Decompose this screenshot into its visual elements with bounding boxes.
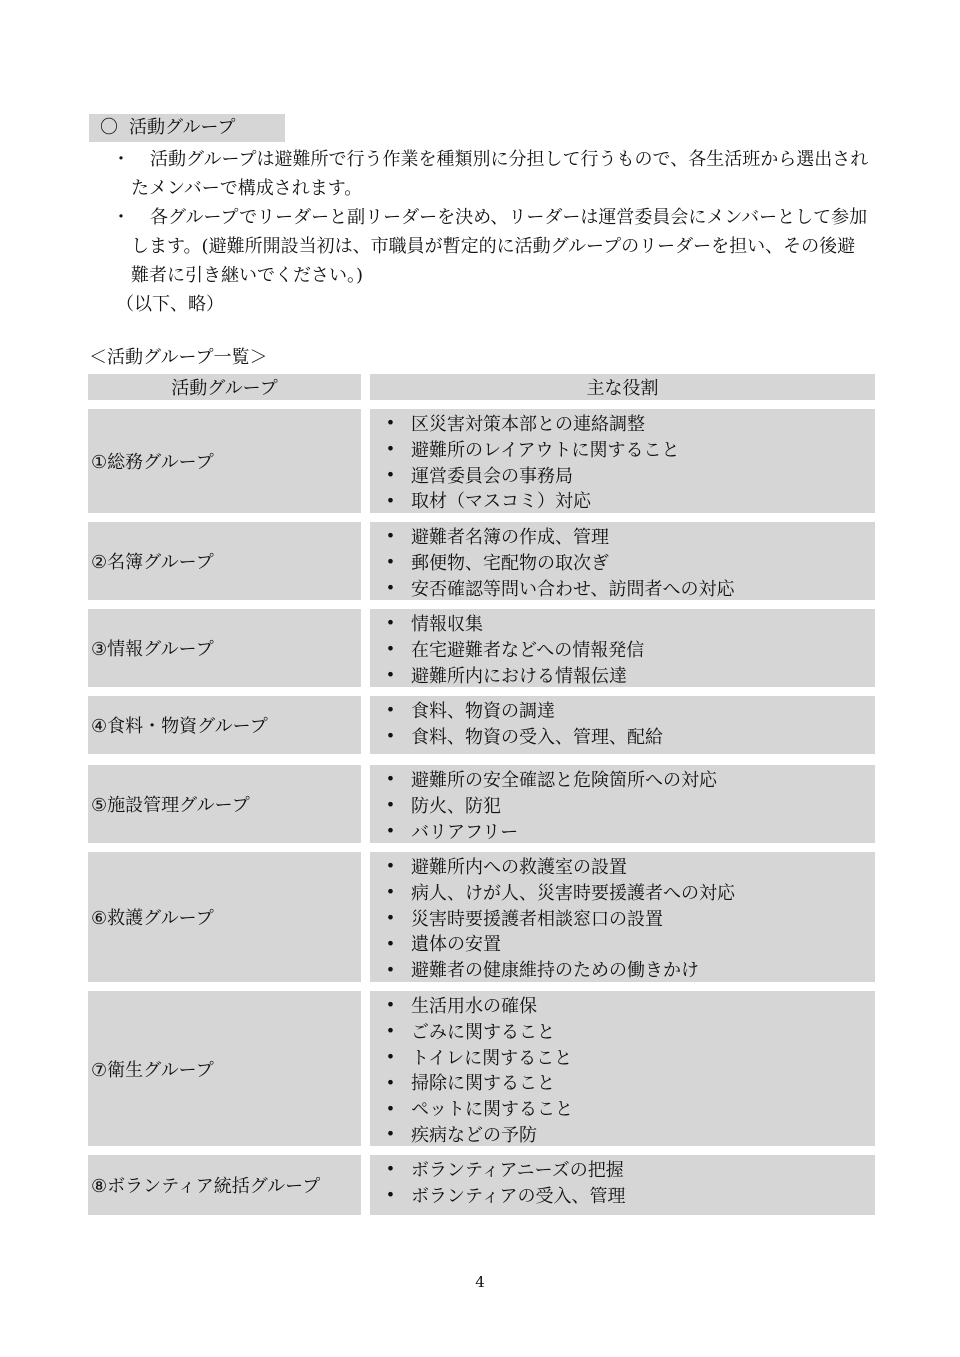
role-text: 生活用水の確保 bbox=[411, 995, 537, 1017]
role-text: ボランティアの受入、管理 bbox=[411, 1185, 626, 1207]
role-bullet: • bbox=[385, 490, 396, 510]
role-item bbox=[370, 662, 875, 688]
role-bullet: • bbox=[385, 1185, 396, 1205]
role-bullet: • bbox=[385, 995, 396, 1015]
role-item bbox=[370, 1095, 875, 1121]
role-item bbox=[370, 410, 875, 436]
role-bullet: • bbox=[385, 413, 396, 433]
role-bullet: • bbox=[385, 526, 396, 546]
role-text: 防火、防犯 bbox=[411, 795, 501, 817]
role-item bbox=[370, 462, 875, 488]
role-bullet: • bbox=[385, 700, 396, 720]
paragraph-bullet: ・ bbox=[112, 207, 130, 228]
group-name-cell: ⑦衛生グループ bbox=[88, 991, 361, 1146]
role-text: ごみに関すること bbox=[411, 1021, 555, 1043]
role-text: 取材（マスコミ）対応 bbox=[411, 491, 591, 513]
role-text: 掃除に関すること bbox=[411, 1073, 555, 1095]
role-item bbox=[370, 818, 875, 844]
role-bullet: • bbox=[385, 1098, 396, 1118]
group-name-cell: ⑥救護グループ bbox=[88, 852, 361, 982]
role-text: 食料、物資の調達 bbox=[411, 700, 555, 722]
page-number: 4 bbox=[475, 1273, 485, 1291]
role-text: 郵便物、宅配物の取次ぎ bbox=[411, 552, 609, 574]
role-text: 疾病などの予防 bbox=[411, 1124, 537, 1146]
role-bullet: • bbox=[385, 907, 396, 927]
role-text: トイレに関すること bbox=[411, 1047, 573, 1069]
role-text: 在宅避難者などへの情報発信 bbox=[411, 639, 645, 661]
roles-cell bbox=[370, 522, 875, 600]
role-text: 区災害対策本部との連絡調整 bbox=[411, 413, 645, 435]
role-bullet: • bbox=[385, 856, 396, 876]
heading-mark: 〇 bbox=[100, 117, 118, 138]
role-item bbox=[370, 723, 875, 749]
role-text: 避難者名簿の作成、管理 bbox=[411, 526, 609, 548]
paragraph bbox=[112, 203, 872, 290]
role-bullet: • bbox=[385, 769, 396, 789]
role-item bbox=[370, 956, 875, 982]
role-item bbox=[370, 1018, 875, 1044]
role-item bbox=[370, 879, 875, 905]
role-bullet: • bbox=[385, 959, 396, 979]
roles-cell bbox=[370, 609, 875, 687]
role-item bbox=[370, 1069, 875, 1095]
role-bullet: • bbox=[385, 1046, 396, 1066]
role-text: 災害時要援護者相談窓口の設置 bbox=[411, 908, 663, 930]
group-name-cell: ②名簿グループ bbox=[88, 522, 361, 600]
role-text: 避難所のレイアウトに関すること bbox=[411, 439, 680, 461]
role-bullet: • bbox=[385, 795, 396, 815]
role-text: ペットに関すること bbox=[411, 1099, 573, 1121]
section-heading bbox=[89, 114, 285, 142]
role-text: 病人、けが人、災害時要援護者への対応 bbox=[411, 882, 735, 904]
role-bullet: • bbox=[385, 577, 396, 597]
role-item bbox=[370, 1182, 875, 1208]
role-item bbox=[370, 766, 875, 792]
roles-cell bbox=[370, 765, 875, 843]
role-item bbox=[370, 697, 875, 723]
role-bullet: • bbox=[385, 664, 396, 684]
group-name-cell: ③情報グループ bbox=[88, 609, 361, 687]
group-name-cell: ④食料・物資グループ bbox=[88, 696, 361, 754]
role-text: ボランティアニーズの把握 bbox=[411, 1159, 624, 1181]
role-text: 遺体の安置 bbox=[411, 934, 501, 956]
paragraph-text: 各グループでリーダーと副リーダーを決め、リーダーは運営委員会にメンバーとして参加します。(避難所開設当初は、市職員が暫定的に活動グループのリーダーを担い、その後避難者に引き継いでください。) bbox=[131, 207, 868, 286]
role-text: 避難所の安全確認と危険箇所への対応 bbox=[411, 769, 717, 791]
role-item bbox=[370, 792, 875, 818]
role-bullet: • bbox=[385, 639, 396, 659]
role-bullet: • bbox=[385, 882, 396, 902]
paragraph-bullet: ・ bbox=[112, 149, 130, 170]
role-text: 運営委員会の事務局 bbox=[411, 465, 573, 487]
role-bullet: • bbox=[385, 820, 396, 840]
role-text: 安否確認等問い合わせ、訪問者への対応 bbox=[411, 578, 735, 600]
role-item bbox=[370, 853, 875, 879]
roles-cell bbox=[370, 991, 875, 1146]
role-item bbox=[370, 1156, 875, 1182]
omitted-note: （以下、略） bbox=[116, 294, 224, 315]
role-bullet: • bbox=[385, 726, 396, 746]
role-bullet: • bbox=[385, 1159, 396, 1179]
role-item bbox=[370, 487, 875, 513]
roles-cell bbox=[370, 409, 875, 513]
role-item bbox=[370, 905, 875, 931]
role-item bbox=[370, 930, 875, 956]
role-bullet: • bbox=[385, 1124, 396, 1144]
role-item bbox=[370, 523, 875, 549]
role-item bbox=[370, 610, 875, 636]
role-item bbox=[370, 549, 875, 575]
role-bullet: • bbox=[385, 613, 396, 633]
role-bullet: • bbox=[385, 439, 396, 459]
table-header-group: 活動グループ bbox=[88, 374, 361, 400]
table-header-roles: 主な役割 bbox=[370, 374, 875, 400]
role-bullet: • bbox=[385, 552, 396, 572]
roles-cell bbox=[370, 852, 875, 982]
heading-title: 活動グループ bbox=[129, 117, 236, 138]
role-bullet: • bbox=[385, 933, 396, 953]
role-text: バリアフリー bbox=[411, 821, 519, 843]
roles-cell bbox=[370, 696, 875, 754]
role-item bbox=[370, 992, 875, 1018]
role-item bbox=[370, 436, 875, 462]
role-bullet: • bbox=[385, 1021, 396, 1041]
roles-cell bbox=[370, 1155, 875, 1215]
role-text: 食料、物資の受入、管理、配給 bbox=[411, 726, 663, 748]
list-title: ＜活動グループ一覧＞ bbox=[89, 347, 268, 368]
role-item bbox=[370, 575, 875, 601]
role-text: 情報収集 bbox=[411, 613, 483, 635]
role-bullet: • bbox=[385, 464, 396, 484]
paragraph bbox=[112, 145, 872, 203]
role-bullet: • bbox=[385, 1072, 396, 1092]
role-item bbox=[370, 1044, 875, 1070]
role-text: 避難者の健康維持のための働きかけ bbox=[411, 960, 699, 982]
role-text: 避難所内への救護室の設置 bbox=[411, 856, 627, 878]
role-item bbox=[370, 1121, 875, 1147]
group-name-cell: ⑤施設管理グループ bbox=[88, 765, 361, 843]
role-item bbox=[370, 636, 875, 662]
role-text: 避難所内における情報伝達 bbox=[411, 665, 627, 687]
paragraph-text: 活動グループは避難所で行う作業を種類別に分担して行うもので、各生活班から選出されたメンバーで構成されます。 bbox=[131, 149, 869, 199]
group-name-cell: ⑧ボランティア統括グループ bbox=[88, 1155, 361, 1215]
group-name-cell: ①総務グループ bbox=[88, 409, 361, 513]
